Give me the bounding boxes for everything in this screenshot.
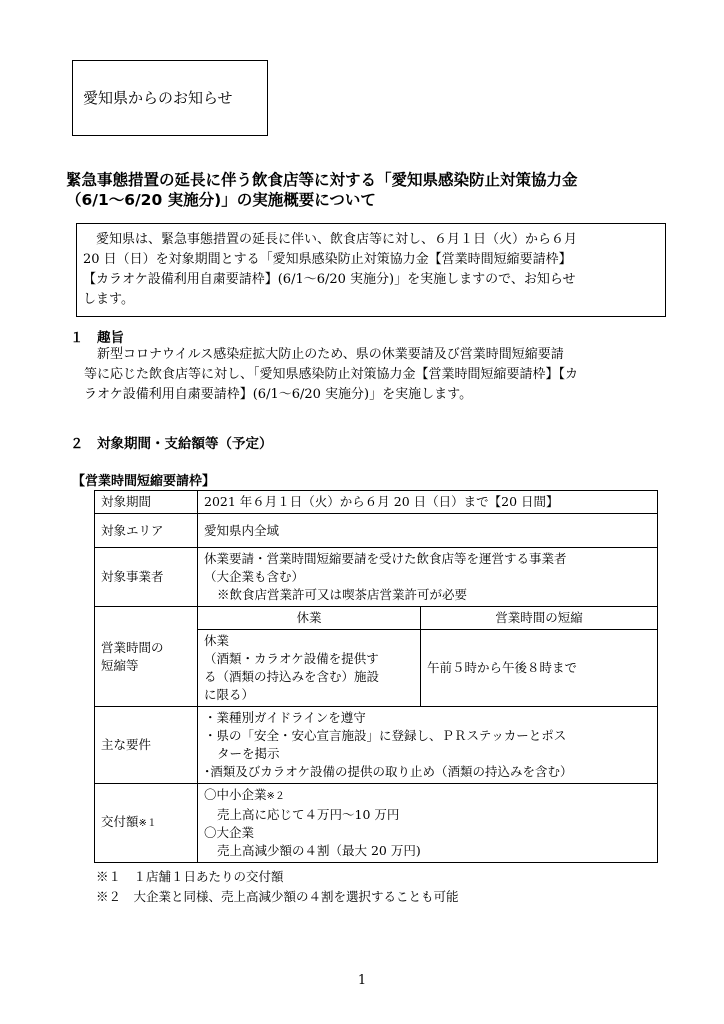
amount-cell [198, 784, 658, 863]
req-line-3: ターを掲示 [217, 746, 280, 761]
table-row [95, 548, 658, 607]
summary-line-2: 20 日（日）を対象期間とする「愛知県感染防止対策協力金【営業時間短縮要請枠】 [83, 252, 572, 267]
target-line-3: ※飲食店営業許可又は喫茶店営業許可が必要 [217, 587, 468, 602]
amount-label-text: 交付額 [101, 814, 139, 829]
shorten-cell: 午前５時から午後８時まで [421, 630, 658, 707]
requirements-label: 主な要件 [95, 707, 198, 784]
footnote-2: ※２ 大企業と同様、売上高減少額の４割を選択することも可能 [96, 889, 459, 904]
amount-line-1 [204, 786, 651, 806]
page-number: 1 [357, 973, 367, 988]
closure-line-1: 休業 [204, 633, 230, 648]
col-shorten-header: 営業時間の短縮 [421, 607, 658, 630]
table-row [95, 707, 658, 784]
closure-cell [198, 630, 421, 707]
amount-line-2: 売上高に応じて４万円～10 万円 [217, 807, 400, 822]
footnote-1: ※１ １店舗１日あたりの交付額 [96, 869, 284, 884]
area-value: 愛知県内全域 [198, 514, 658, 548]
title-line-2: （6/1～6/20 実施分)」の実施概要について [66, 191, 376, 209]
target-line-1: 休業要請・営業時間短縮要請を受けた飲食店等を運営する事業者 [204, 551, 567, 566]
summary-line-4: します。 [83, 292, 134, 307]
closure-line-3: る（酒類の持込みを含む）施設 [204, 669, 380, 684]
section-1-heading: １ 趣旨 [70, 330, 124, 346]
period-value: 2021 年６月１日（火）から６月 20 日（日）まで【20 日間】 [198, 491, 658, 514]
closure-line-4: に限る） [204, 687, 255, 702]
amount-label-note: ※１ [138, 818, 157, 829]
target-line-2: （大企業も含む） [204, 569, 305, 584]
summary-line-1: 愛知県は、緊急事態措置の延長に伴い、飲食店等に対し、６月１日（火）から６月 [96, 232, 578, 247]
section-1-line-2: 等に応じた飲食店等に対し、｢愛知県感染防止対策協力金【営業時間短縮要請枠】【カ [84, 367, 579, 382]
section-2-heading: ２ 対象期間・支給額等（予定） [70, 436, 273, 452]
area-label: 対象エリア [95, 514, 198, 548]
table-row [95, 491, 658, 514]
table-row [95, 514, 658, 548]
hours-label-line-1: 営業時間の [101, 639, 164, 655]
amount-label [95, 784, 198, 863]
summary-box [76, 223, 666, 317]
req-line-2: ・県の「安全・安心宣言施設」に登録し、ＰＲステッカーとポス [204, 728, 567, 743]
title-line-1: 緊急事態措置の延長に伴う飲食店等に対する「愛知県感染防止対策協力金 [66, 171, 578, 189]
hours-label-line-2: 短縮等 [101, 657, 139, 673]
section-1-body [84, 345, 674, 405]
requirements-cell [198, 707, 658, 784]
amount-line-1-text: 〇中小企業 [204, 787, 267, 802]
table-row [95, 607, 658, 630]
subsidy-table [94, 490, 658, 863]
hours-label [95, 607, 198, 707]
period-label: 対象期間 [95, 491, 198, 514]
document-title [66, 170, 666, 210]
section-1-line-3: ラオケ設備利用自粛要請枠】(6/1～6/20 実施分)」を実施します。 [84, 387, 473, 402]
target-value [198, 548, 658, 607]
amount-line-1-note: ※２ [266, 791, 285, 802]
table-label: 【営業時間短縮要請枠】 [72, 474, 216, 489]
closure-line-2: （酒類・カラオケ設備を提供す [204, 651, 379, 666]
req-line-4: ･酒類及びカラオケ設備の提供の取り止め（酒類の持込みを含む） [204, 764, 573, 779]
summary-line-3: 【カラオケ設備利用自粛要請枠】(6/1～6/20 実施分)」を実施しますので、お知らせ [83, 272, 576, 287]
notice-box [72, 60, 268, 136]
amount-line-4: 売上高減少額の４割（最大 20 万円) [217, 843, 421, 858]
target-label: 対象事業者 [95, 548, 198, 607]
section-1-line-1: 新型コロナウイルス感染症拡大防止のため、県の休業要請及び営業時間短縮要請 [97, 347, 564, 362]
req-line-1: ・業種別ガイドラインを遵守 [204, 710, 366, 725]
table-row [95, 784, 658, 863]
amount-line-3: 〇大企業 [204, 825, 255, 840]
col-closure-header: 休業 [198, 607, 421, 630]
notice-label: 愛知県からのお知らせ [83, 89, 233, 107]
